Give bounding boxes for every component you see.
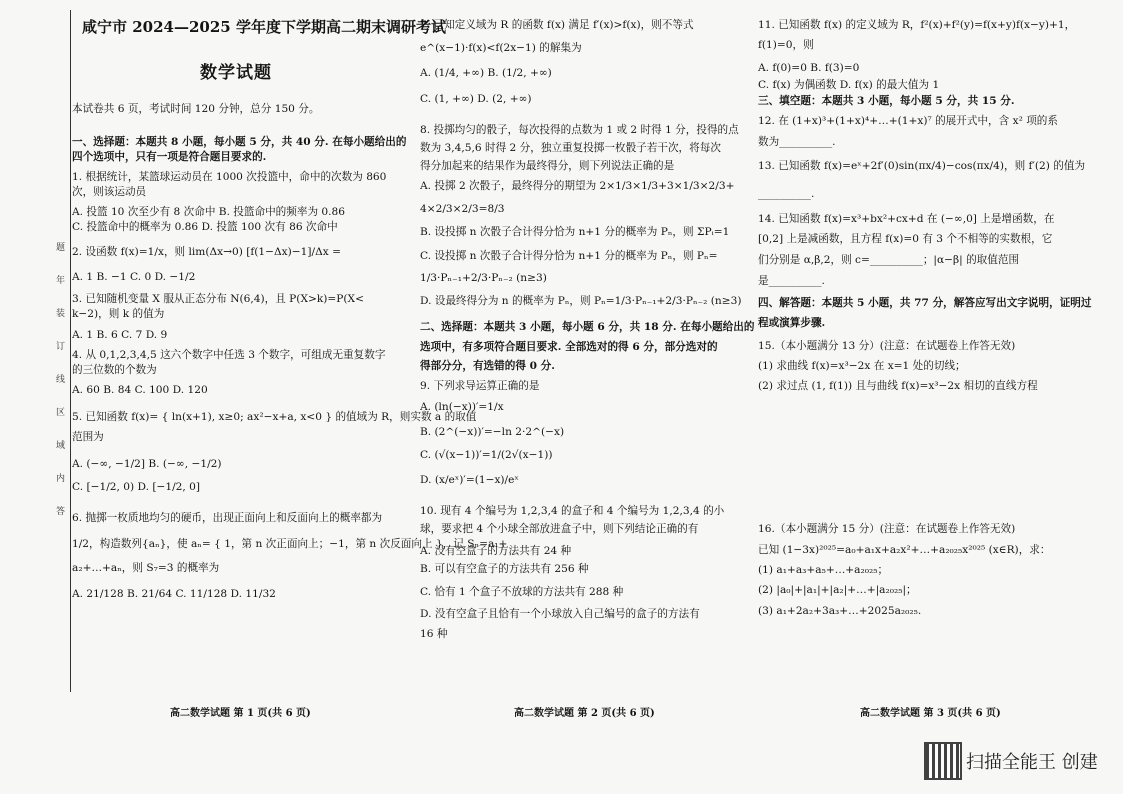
question-line: k−2)，则 k 的值为 [72,308,165,320]
page-2-column [420,0,755,794]
question-line: 14. 已知函数 f(x)=x³+bx²+cx+d 在 (−∞,0] 上是增函数，在 [758,213,1055,225]
exam-title: 咸宁市 2024—2025 学年度下学期高二期末调研考试 [82,18,446,36]
question-line: D. 没有空盒子且恰有一个小球放入自己编号的盒子的方法有 [420,608,700,620]
question-line: A. 21/128 B. 21/64 C. 11/128 D. 11/32 [72,588,276,600]
question-line: 15.（本小题满分 13 分）(注意：在试题卷上作答无效) [758,340,1016,352]
question-line: 10. 现有 4 个编号为 1,2,3,4 的盒子和 4 个编号为 1,2,3,4 的小 [420,505,725,517]
question-line: B. 可以有空盒子的方法共有 256 种 [420,563,589,575]
question-line: 四个选项中，只有一项是符合题目要求的. [72,151,267,163]
question-line: C. [−1/2, 0) D. [−1/2, 0] [72,481,201,493]
gutter-char: 线 [56,375,66,385]
question-line: 球，要求把 4 个小球全部放进盒子中，则下列结论正确的有 [420,523,699,535]
question-line: a₂+…+aₙ，则 S₇=3 的概率为 [72,562,220,574]
question-line: 11. 已知函数 f(x) 的定义域为 R，f²(x)+f²(y)=f(x+y)f(x−y)+1， [758,19,1076,31]
scanner-watermark: 扫描全能王 创建 [966,752,1098,773]
question-line: 1. 根据统计，某篮球运动员在 1000 次投篮中，命中的次数为 860 [72,171,387,183]
question-line: B. (2^(−x))′=−ln 2·2^(−x) [420,426,565,438]
question-line: A. (−∞, −1/2] B. (−∞, −1/2) [72,458,222,470]
binding-line [70,10,71,692]
question-line: A. 60 B. 84 C. 100 D. 120 [72,384,208,396]
question-line: A. f(0)=0 B. f(3)=0 [758,62,860,74]
question-line: 得分加起来的结果作为最终得分，则下列说法正确的是 [420,160,675,172]
question-line: A. 1 B. 6 C. 7 D. 9 [72,329,168,341]
question-line: 已知 (1−3x)²⁰²⁵=a₀+a₁x+a₂x²+…+a₂₀₂₅x²⁰²⁵ (x∈R)，求： [758,544,1051,556]
question-line: 们分别是 α,β,2，则 c=__________；|α−β| 的取值范围 [758,254,1020,266]
question-line: 1/3·Pₙ₋₁+2/3·Pₙ₋₂ (n≥3) [420,272,547,284]
question-line: 1/2，构造数列{aₙ}，使 aₙ= { 1，第 n 次正面向上；−1，第 n 次反面向上 }，记 Sₙ=a₁+ [72,538,508,550]
question-line: 12. 在 (1+x)³+(1+x)⁴+…+(1+x)⁷ 的展开式中，含 x² 项的系 [758,115,1058,127]
question-line: A. (1/4, +∞) B. (1/2, +∞) [420,67,552,79]
question-line: 一、选择题：本题共 8 小题，每小题 5 分，共 40 分. 在每小题给出的 [72,136,407,148]
question-line: C. 投篮命中的概率为 0.86 D. 投篮 100 次有 86 次命中 [72,221,338,233]
question-line: __________. [758,188,815,200]
question-line: A. 1 B. −1 C. 0 D. −1/2 [72,271,196,283]
gutter-char: 订 [56,342,66,352]
question-line: C. (√(x−1))′=1/(2√(x−1)) [420,449,553,461]
question-line: 3. 已知随机变量 X 服从正态分布 N(6,4)，且 P(X>k)=P(X< [72,293,364,305]
question-line: f(1)=0，则 [758,39,814,51]
question-line: 数为__________. [758,136,836,148]
gutter-char: 装 [56,309,66,319]
question-line: 13. 已知函数 f(x)=eˣ+2f′(0)sin(πx/4)−cos(πx/4)，则 f′(2) 的值为 [758,160,1086,172]
question-line: A. 没有空盒子的方法共有 24 种 [420,545,572,557]
question-line: 范围为 [72,431,104,443]
question-line: 7. 已知定义域为 R 的函数 f(x) 满足 f′(x)>f(x)，则不等式 [420,19,694,31]
question-line: (1) a₁+a₃+a₅+…+a₂₀₂₅； [758,564,889,576]
question-line: 四、解答题：本题共 5 小题，共 77 分，解答应写出文字说明，证明过 [758,297,1092,309]
question-line: C. 恰有 1 个盒子不放球的方法共有 288 种 [420,586,624,598]
gutter-char: 域 [56,441,66,451]
question-line: 4×2/3×2/3=8/3 [420,203,505,215]
question-line: 8. 投掷均匀的骰子，每次投得的点数为 1 或 2 时得 1 分，投得的点 [420,124,739,136]
question-line: C. (1, +∞) D. (2, +∞) [420,93,532,105]
question-line: (2) 求过点 (1, f(1)) 且与曲线 f(x)=x³−2x 相切的直线方程 [758,380,1038,392]
question-line: 5. 已知函数 f(x)= { ln(x+1), x≥0; ax²−x+a, x<0 } 的值域为 R，则实数 a 的取值 [72,411,477,423]
question-line: (3) a₁+2a₂+3a₃+…+2025a₂₀₂₅. [758,605,922,617]
question-line: 16.（本小题满分 15 分）(注意：在试题卷上作答无效) [758,523,1016,535]
question-line: 二、选择题：本题共 3 小题，每小题 6 分，共 18 分. 在每小题给出的 [420,321,755,333]
gutter-char: 答 [56,507,66,517]
question-line: 2. 设函数 f(x)=1/x，则 lim(Δx→0) [f(1−Δx)−1]/Δx = [72,246,341,258]
exam-subject: 数学试题 [200,63,272,83]
question-line: 4. 从 0,1,2,3,4,5 这六个数字中任选 3 个数字，可组成无重复数字 [72,349,386,361]
question-line: C. f(x) 为偶函数 D. f(x) 的最大值为 1 [758,79,940,91]
page-footer-1: 高二数学试题 第 1 页(共 6 页) [170,708,311,719]
gutter-char: 内 [56,474,66,484]
question-line: 得部分分，有选错的得 0 分. [420,360,555,372]
question-line: (2) |a₀|+|a₁|+|a₂|+…+|a₂₀₂₅|； [758,584,917,596]
page-3-column [758,0,1098,794]
question-line: A. 投掷 2 次骰子，最终得分的期望为 2×1/3×1/3+3×1/3×2/3+ [420,180,735,192]
question-line: 三、填空题：本题共 3 小题，每小题 5 分，共 15 分. [758,95,1015,107]
question-line: 本试卷共 6 页，考试时间 120 分钟，总分 150 分。 [72,103,320,115]
question-line: D. (x/eˣ)′=(1−x)/eˣ [420,474,519,486]
page-footer-2: 高二数学试题 第 2 页(共 6 页) [514,708,655,719]
question-line: 6. 抛掷一枚质地均匀的硬币，出现正面向上和反面向上的概率都为 [72,512,383,524]
question-line: 的三位数的个数为 [72,364,157,376]
gutter-char: 年 [56,276,66,286]
question-line: A. 投篮 10 次至少有 8 次命中 B. 投篮命中的频率为 0.86 [72,206,346,218]
question-line: 选项中，有多项符合题目要求. 全部选对的得 6 分，部分选对的 [420,341,718,353]
binding-gutter [56,240,68,537]
gutter-char: 题 [56,243,66,253]
page-footer-3: 高二数学试题 第 3 页(共 6 页) [860,708,1001,719]
gutter-char: 区 [56,408,66,418]
question-line: B. 设投掷 n 次骰子合计得分恰为 n+1 分的概率为 Pₙ，则 ΣPᵢ=1 [420,226,730,238]
question-line: D. 设最终得分为 n 的概率为 Pₙ，则 Pₙ=1/3·Pₙ₋₁+2/3·Pₙ₋₂ (n≥3) [420,295,742,307]
question-line: 是__________. [758,275,825,287]
question-line: 次，则该运动员 [72,186,147,198]
question-line: A. (ln(−x))′=1/x [420,401,504,413]
question-line: 16 种 [420,628,448,640]
question-line: C. 设投掷 n 次骰子合计得分恰为 n+1 分的概率为 Pₙ，则 Pₙ= [420,250,718,262]
question-line: 数为 3,4,5,6 时得 2 分，独立重复投掷一枚骰子若干次，将每次 [420,142,721,154]
question-line: 9. 下列求导运算正确的是 [420,380,540,392]
question-line: 程或演算步骤. [758,317,826,329]
qr-code-icon [924,742,962,780]
question-line: (1) 求曲线 f(x)=x³−2x 在 x=1 处的切线； [758,360,966,372]
question-line: [0,2] 上是减函数，且方程 f(x)=0 有 3 个不相等的实数根，它 [758,233,1053,245]
question-line: e^(x−1)·f(x)<f(2x−1) 的解集为 [420,42,582,54]
